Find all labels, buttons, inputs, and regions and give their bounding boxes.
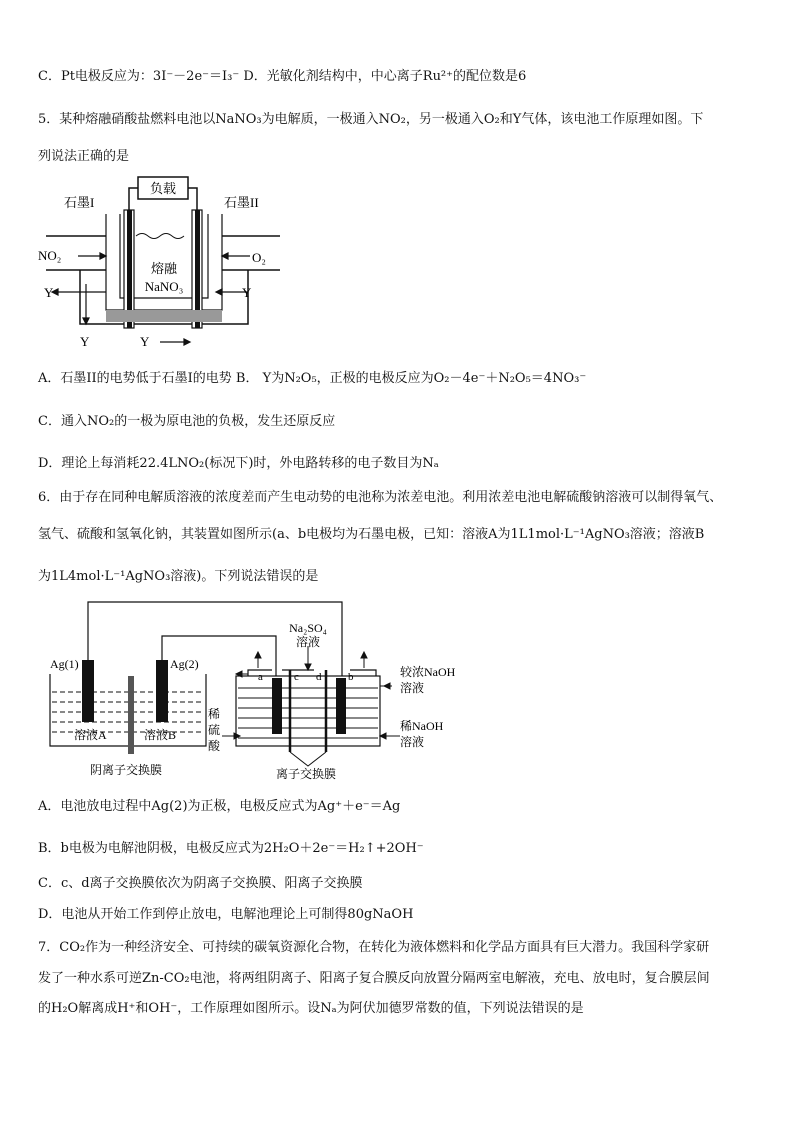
graphite-2-label: 石墨II (224, 195, 259, 210)
no2-label: NO₂ (38, 248, 62, 263)
y-label-bottom: Y (140, 334, 150, 349)
membrane-c-label: c (294, 671, 299, 683)
option-5d: D．理论上每消耗22.4LNO₂(标况下)时，外电路转移的电子数目为Nₐ (38, 456, 439, 471)
dilute-acid-label-2: 硫 (208, 723, 221, 737)
option-6c: C．c、d离子交换膜依次为阴离子交换膜、阳离子交换膜 (38, 876, 363, 891)
nano3-label: NaNO₃ (144, 279, 184, 294)
conc-naoh-label: 较浓NaOH (400, 665, 456, 679)
fuel-cell-diagram (36, 174, 286, 350)
dilute-naoh-solution-label: 溶液 (400, 735, 425, 749)
conc-naoh-solution-label: 溶液 (400, 681, 425, 695)
anion-membrane-label: 阴离子交换膜 (90, 763, 163, 777)
o2-label: O₂ (252, 250, 266, 265)
ag2-label: Ag(2) (170, 657, 199, 671)
option-6b: B．b电极为电解池阴极，电极反应式为2H₂O＋2e⁻＝H₂↑+2OH⁻ (38, 841, 424, 856)
text-line: C．Pt电极反应为：3I⁻－2e⁻＝I₃⁻ D．光敏化剂结构中，中心离子Ru²⁺的配位数是6 (38, 69, 527, 84)
solution-a-label: 溶液A (74, 728, 107, 742)
dilute-naoh-label: 稀NaOH (400, 719, 444, 733)
na2so4-label: Na₂SO₄ (289, 621, 327, 635)
y-label-bottom-left: Y (80, 334, 90, 349)
question-5-stem: 5．某种熔融硝酸盐燃料电池以NaNO₃为电解质，一极通入NO₂，另一极通入O₂和Y气体，该电池工作原理如图。下 (38, 112, 704, 127)
membrane-d-label: d (316, 671, 322, 683)
electrode-b-label: b (348, 671, 354, 683)
question-7-stem: 7．CO₂作为一种经济安全、可持续的碳氧资源化合物，在转化为液体燃料和化学品方面具有巨大潜力。我国科学家研 (38, 940, 710, 955)
y-label-left: Y (44, 285, 54, 300)
graphite-1-label: 石墨I (64, 195, 95, 210)
question-7-stem-cont2: 的H₂O解离成H⁺和OH⁻，工作原理如图所示。设Nₐ为阿伏加德罗常数的值，下列说法错误的是 (38, 1001, 584, 1016)
dilute-acid-label-1: 稀 (208, 707, 221, 721)
na2so4-solution-label: 溶液 (295, 635, 321, 649)
option-6a: A．电池放电过程中Ag(2)为正极，电极反应式为Ag⁺＋e⁻＝Ag (38, 799, 401, 814)
load-label: 负载 (149, 181, 177, 196)
y-label-right: Y (242, 285, 252, 300)
question-6-stem: 6．由于存在同种电解质溶液的浓度差而产生电动势的电池称为浓差电池。利用浓差电池电解硫酸钠溶液可以制得氧气、 (38, 490, 723, 505)
option-6d: D．电池从开始工作到停止放电，电解池理论上可制得80gNaOH (38, 907, 414, 922)
option-5c: C．通入NO₂的一极为原电池的负极，发生还原反应 (38, 414, 336, 429)
question-7-stem-cont: 发了一种水系可逆Zn-CO₂电池，将两组阴离子、阳离子复合膜反向放置分隔两室电解液，充电、放电时，复合膜层间 (38, 971, 710, 986)
concentration-cell-diagram (44, 596, 474, 780)
question-6-stem-cont2: 为1L4mol·L⁻¹AgNO₃溶液)。下列说法错误的是 (38, 569, 319, 584)
ag1-label: Ag(1) (50, 657, 79, 671)
option-5a-5b: A．石墨II的电势低于石墨I的电势 B． Y为N₂O₅，正极的电极反应为O₂－4e⁻＋N₂O₅＝4NO₃⁻ (38, 371, 587, 386)
electrode-a-label: a (258, 671, 263, 683)
solution-b-label: 溶液B (144, 728, 177, 742)
question-6-stem-cont: 氢气、硫酸和氢氧化钠，其装置如图所示(a、b电极均为石墨电极，已知：溶液A为1L1mol·L⁻¹AgNO₃溶液；溶液B (38, 527, 705, 542)
ion-membrane-label: 离子交换膜 (276, 767, 337, 780)
question-5-stem-cont: 列说法正确的是 (38, 149, 130, 164)
dilute-acid-label-3: 酸 (208, 739, 221, 753)
molten-label: 熔融 (150, 261, 178, 276)
